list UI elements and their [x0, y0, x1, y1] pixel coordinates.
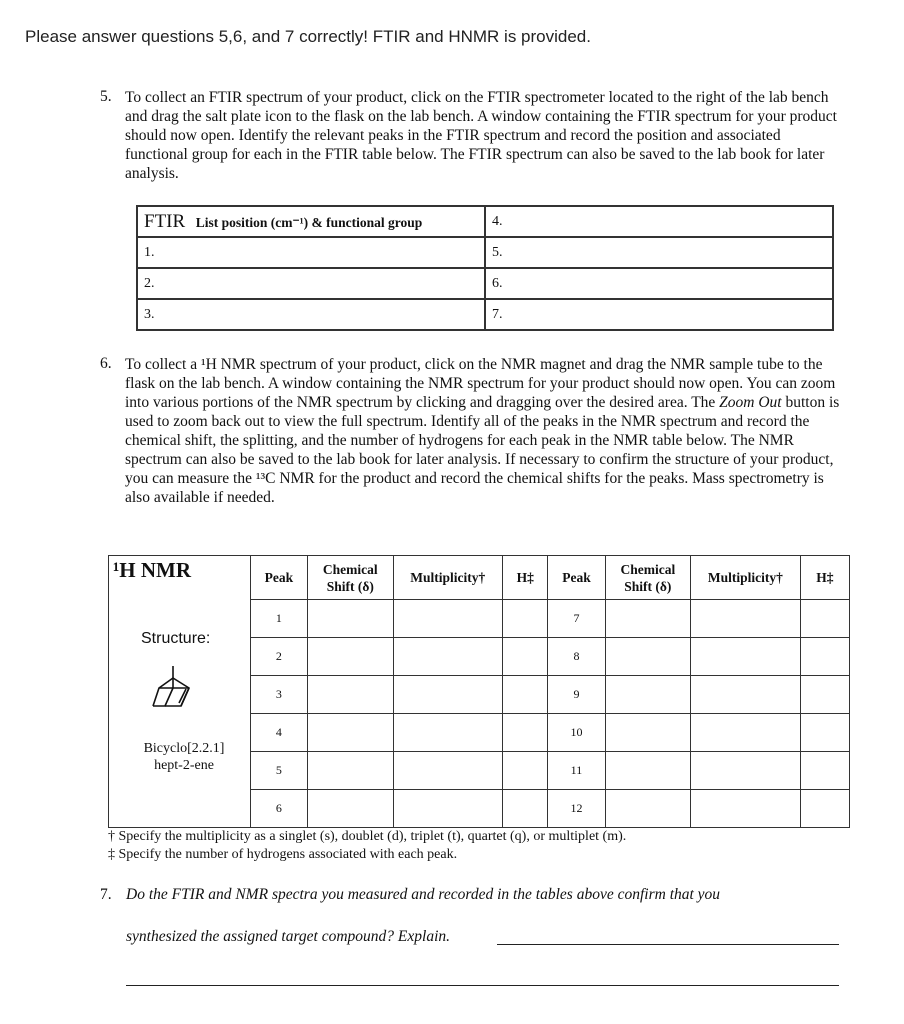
multiplicity-cell[interactable]: [393, 752, 503, 790]
ftir-row-6[interactable]: 6.: [485, 268, 833, 299]
ftir-row-3[interactable]: 3.: [137, 299, 485, 330]
peak-number: 2: [250, 638, 307, 676]
shift-cell[interactable]: [308, 600, 393, 638]
ftir-row-7[interactable]: 7.: [485, 299, 833, 330]
multiplicity-cell[interactable]: [393, 714, 503, 752]
nmr-title: ¹H NMR: [113, 558, 192, 582]
peak-number: 4: [250, 714, 307, 752]
h-cell[interactable]: [800, 790, 849, 828]
shift-cell[interactable]: [605, 790, 690, 828]
h-cell[interactable]: [800, 714, 849, 752]
multiplicity-cell[interactable]: [393, 638, 503, 676]
question-5-text: To collect an FTIR spectrum of your product, click on the FTIR spectrometer located to the right of the lab bench and drag the salt plate icon to the flask on the lab bench. A window containing the FTIR spectrum for your product should now open. Identify the relevant peaks in the FTIR spectrum and record the position and associated functional group for each in the FTIR table below. The FTIR spectrum can also be saved to the lab book for later analysis.: [125, 89, 837, 182]
multiplicity-cell[interactable]: [691, 676, 801, 714]
peak-number: 3: [250, 676, 307, 714]
header-h-left: H‡: [503, 556, 548, 600]
h-cell[interactable]: [503, 600, 548, 638]
header-multiplicity-right: Multiplicity†: [691, 556, 801, 600]
peak-number: 10: [548, 714, 605, 752]
peak-number: 8: [548, 638, 605, 676]
header-shift-right: Chemical Shift (δ): [605, 556, 690, 600]
peak-number: 1: [250, 600, 307, 638]
compound-name: Bicyclo[2.2.1] hept-2-ene: [143, 741, 225, 773]
h-cell[interactable]: [503, 790, 548, 828]
multiplicity-cell[interactable]: [393, 600, 503, 638]
header-multiplicity-left: Multiplicity†: [393, 556, 503, 600]
ftir-title: FTIR: [144, 210, 186, 232]
shift-cell[interactable]: [605, 752, 690, 790]
question-7-number: 7.: [100, 886, 112, 903]
intro-text: Please answer questions 5,6, and 7 correctly! FTIR and HNMR is provided.: [25, 27, 591, 46]
h-cell[interactable]: [800, 638, 849, 676]
ftir-table: [136, 205, 834, 331]
shift-cell[interactable]: [308, 676, 393, 714]
shift-cell[interactable]: [605, 600, 690, 638]
question-7-line2: synthesized the assigned target compound? Explain.: [126, 928, 451, 945]
question-5-number: 5.: [100, 88, 112, 105]
h-cell[interactable]: [800, 600, 849, 638]
question-6-text-part1: To collect a ¹H NMR spectrum of your product, click on the NMR magnet and drag the NMR sample tube to the flask on the lab bench. A window containing the NMR spectrum for your product should now open. You can zoom into various portions of the NMR spectrum by clicking and dragging over the desired area. The: [125, 356, 836, 411]
header-shift-left: Chemical Shift (δ): [308, 556, 393, 600]
zoom-out-label: Zoom Out: [719, 394, 782, 411]
multiplicity-cell[interactable]: [691, 600, 801, 638]
h-cell[interactable]: [800, 676, 849, 714]
footnote-multiplicity: † Specify the multiplicity as a singlet (s), doublet (d), triplet (t), quartet (q), or multiplet (m).: [108, 829, 627, 844]
ftir-row-1[interactable]: 1.: [137, 237, 485, 268]
shift-cell[interactable]: [308, 790, 393, 828]
shift-cell[interactable]: [308, 714, 393, 752]
structure-label: Structure:: [141, 630, 211, 647]
peak-number: 12: [548, 790, 605, 828]
ftir-row-5[interactable]: 5.: [485, 237, 833, 268]
shift-cell[interactable]: [605, 714, 690, 752]
ftir-row-4[interactable]: 4.: [485, 206, 833, 237]
question-6-number: 6.: [100, 355, 112, 372]
h-cell[interactable]: [503, 714, 548, 752]
shift-cell[interactable]: [605, 638, 690, 676]
question-7-line1: Do the FTIR and NMR spectra you measured and recorded in the tables above confirm that you: [126, 886, 721, 903]
header-peak-left: Peak: [250, 556, 307, 600]
ftir-header-cell: [137, 206, 485, 237]
norbornene-structure-icon: [149, 664, 205, 714]
header-h-right: H‡: [800, 556, 849, 600]
shift-cell[interactable]: [308, 752, 393, 790]
shift-cell[interactable]: [308, 638, 393, 676]
multiplicity-cell[interactable]: [691, 638, 801, 676]
peak-number: 9: [548, 676, 605, 714]
multiplicity-cell[interactable]: [393, 676, 503, 714]
peak-number: 11: [548, 752, 605, 790]
multiplicity-cell[interactable]: [691, 714, 801, 752]
question-6-text-part2: button is used to zoom back out to view the full spectrum. Identify all of the peaks in the NMR spectrum and record the chemical shift, the splitting, and the number of hydrogens for each peak in the NMR table below. The NMR spectrum can also be saved to the lab book for later analysis. If necessary to confirm the structure of your product, you can measure the ¹³C NMR for the product and record the chemical shifts for the peaks. Mass spectrometry is also available if needed.: [125, 394, 840, 506]
h-cell[interactable]: [503, 676, 548, 714]
structure-cell: [109, 556, 251, 828]
h-cell[interactable]: [503, 752, 548, 790]
multiplicity-cell[interactable]: [691, 752, 801, 790]
ftir-column-header: List position (cm⁻¹) & functional group: [195, 214, 423, 230]
shift-cell[interactable]: [605, 676, 690, 714]
h-cell[interactable]: [503, 638, 548, 676]
ftir-row-2[interactable]: 2.: [137, 268, 485, 299]
peak-number: 5: [250, 752, 307, 790]
nmr-table: [108, 555, 850, 828]
peak-number: 6: [250, 790, 307, 828]
peak-number: 7: [548, 600, 605, 638]
answer-line-2[interactable]: [126, 985, 839, 986]
h-cell[interactable]: [800, 752, 849, 790]
multiplicity-cell[interactable]: [691, 790, 801, 828]
answer-line-1[interactable]: [497, 944, 839, 945]
question-6-text: [125, 355, 845, 507]
multiplicity-cell[interactable]: [393, 790, 503, 828]
header-peak-right: Peak: [548, 556, 605, 600]
footnote-hydrogens: ‡ Specify the number of hydrogens associated with each peak.: [108, 847, 458, 862]
